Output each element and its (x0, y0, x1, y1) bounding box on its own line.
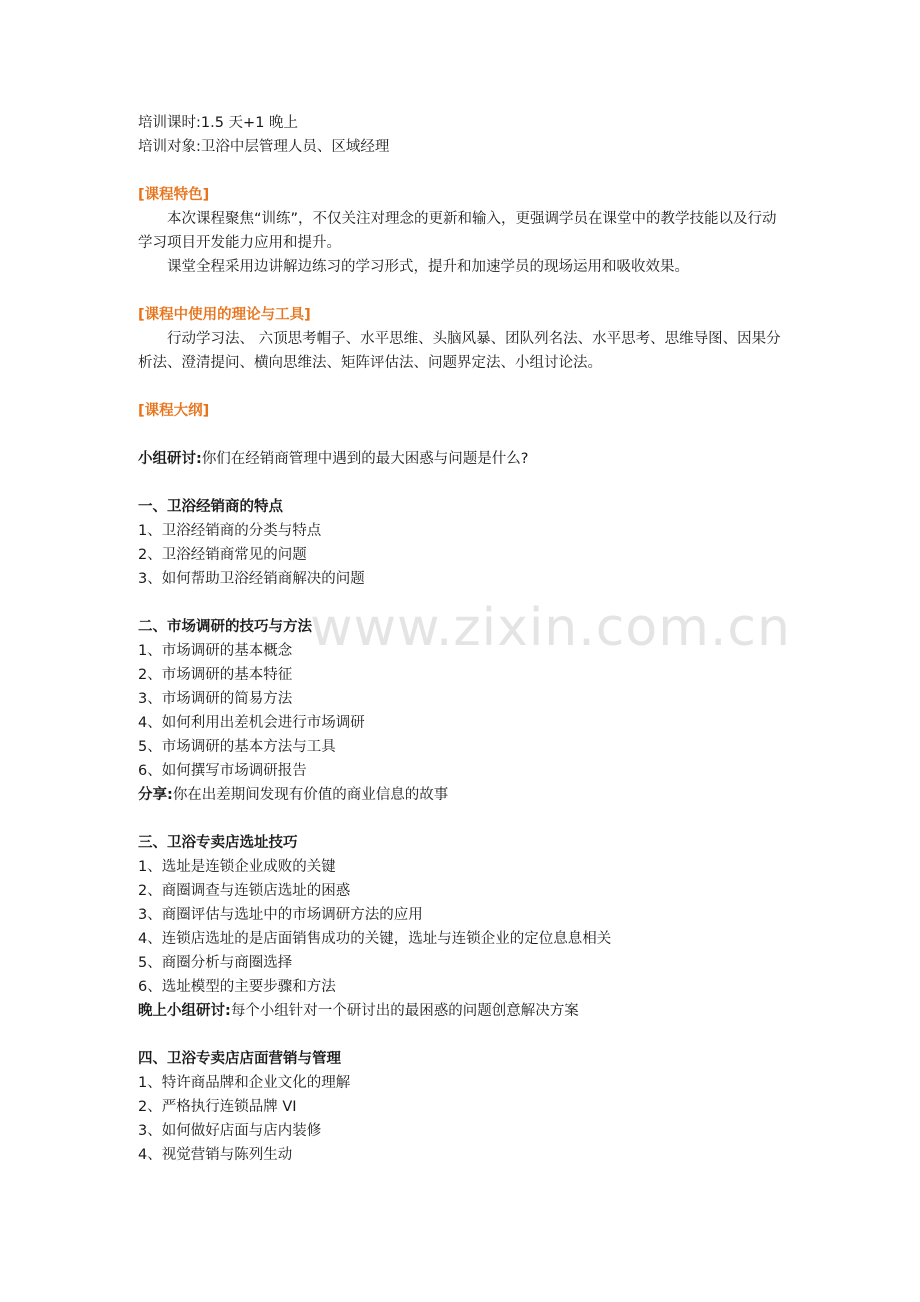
training-audience-value: 卫浴中层管理人员、区域经理 (200, 139, 390, 155)
list-item: 4、如何利用出差机会进行市场调研 (138, 715, 365, 731)
list-item: 3、如何做好店面与店内装修 (138, 1123, 322, 1139)
features-paragraph-1: 本次课程聚焦“训练”，不仅关注对理念的更新和输入，更强调学员在课堂中的教学技能以及行动学习项目开发能力应用和提升。 (138, 211, 777, 251)
section-title: 四、卫浴专卖店店面营销与管理 (138, 1051, 341, 1067)
group-discussion-label: 小组研讨: (138, 451, 202, 467)
share-text: 你在出差期间发现有价值的商业信息的故事 (172, 787, 449, 803)
list-item: 1、卫浴经销商的分类与特点 (138, 523, 322, 539)
outline-heading: [课程大纲] (138, 403, 210, 419)
training-audience-line (138, 135, 788, 159)
share-note (138, 783, 788, 807)
evening-discussion-note (138, 999, 788, 1023)
list-item: 2、卫浴经销商常见的问题 (138, 547, 307, 563)
section-title: 三、卫浴专卖店选址技巧 (138, 835, 298, 851)
list-item: 4、视觉营销与陈列生动 (138, 1147, 293, 1163)
training-hours-line (138, 111, 788, 135)
section-title: 二、市场调研的技巧与方法 (138, 619, 312, 635)
share-label: 分享: (138, 787, 173, 803)
training-hours-label: 培训课时: (138, 115, 201, 131)
evening-discussion-text: 每个小组针对一个研讨出的最困惑的问题创意解决方案 (230, 1003, 579, 1019)
evening-discussion-label: 晚上小组研讨: (138, 1003, 231, 1019)
list-item: 5、商圈分析与商圈选择 (138, 955, 293, 971)
list-item: 1、市场调研的基本概念 (138, 643, 293, 659)
list-item: 6、如何撰写市场调研报告 (138, 763, 307, 779)
features-paragraph-2: 课堂全程采用边讲解边练习的学习形式，提升和加速学员的现场运用和吸收效果。 (167, 259, 689, 275)
document-page (138, 111, 788, 1167)
section-title: 一、卫浴经销商的特点 (138, 499, 283, 515)
group-discussion-text: 你们在经销商管理中遇到的最大困惑与问题是什么? (201, 451, 529, 467)
list-item: 3、如何帮助卫浴经销商解决的问题 (138, 571, 365, 587)
list-item: 1、选址是连锁企业成败的关键 (138, 859, 336, 875)
watermark: www.zixin.com.cn (310, 598, 791, 658)
list-item: 2、市场调研的基本特征 (138, 667, 293, 683)
list-item: 6、选址模型的主要步骤和方法 (138, 979, 336, 995)
list-item: 3、市场调研的简易方法 (138, 691, 293, 707)
group-discussion-line (138, 447, 788, 471)
list-item: 2、严格执行连锁品牌 VI (138, 1099, 297, 1115)
tools-paragraph: 行动学习法、 六顶思考帽子、水平思维、头脑风暴、团队列名法、水平思考、思维导图、因果分析法、澄清提问、横向思维法、矩阵评估法、问题界定法、小组讨论法。 (138, 331, 781, 371)
tools-heading: [课程中使用的理论与工具] (138, 307, 311, 323)
training-audience-label: 培训对象: (138, 139, 201, 155)
list-item: 2、商圈调查与连锁店选址的困惑 (138, 883, 351, 899)
list-item: 1、特许商品牌和企业文化的理解 (138, 1075, 351, 1091)
list-item: 3、商圈评估与选址中的市场调研方法的应用 (138, 907, 423, 923)
features-heading: [课程特色] (138, 187, 210, 203)
list-item: 5、市场调研的基本方法与工具 (138, 739, 336, 755)
training-hours-value: 1.5 天+1 晚上 (200, 115, 299, 131)
list-item: 4、连锁店选址的是店面销售成功的关键，选址与连锁企业的定位息息相关 (138, 931, 612, 947)
